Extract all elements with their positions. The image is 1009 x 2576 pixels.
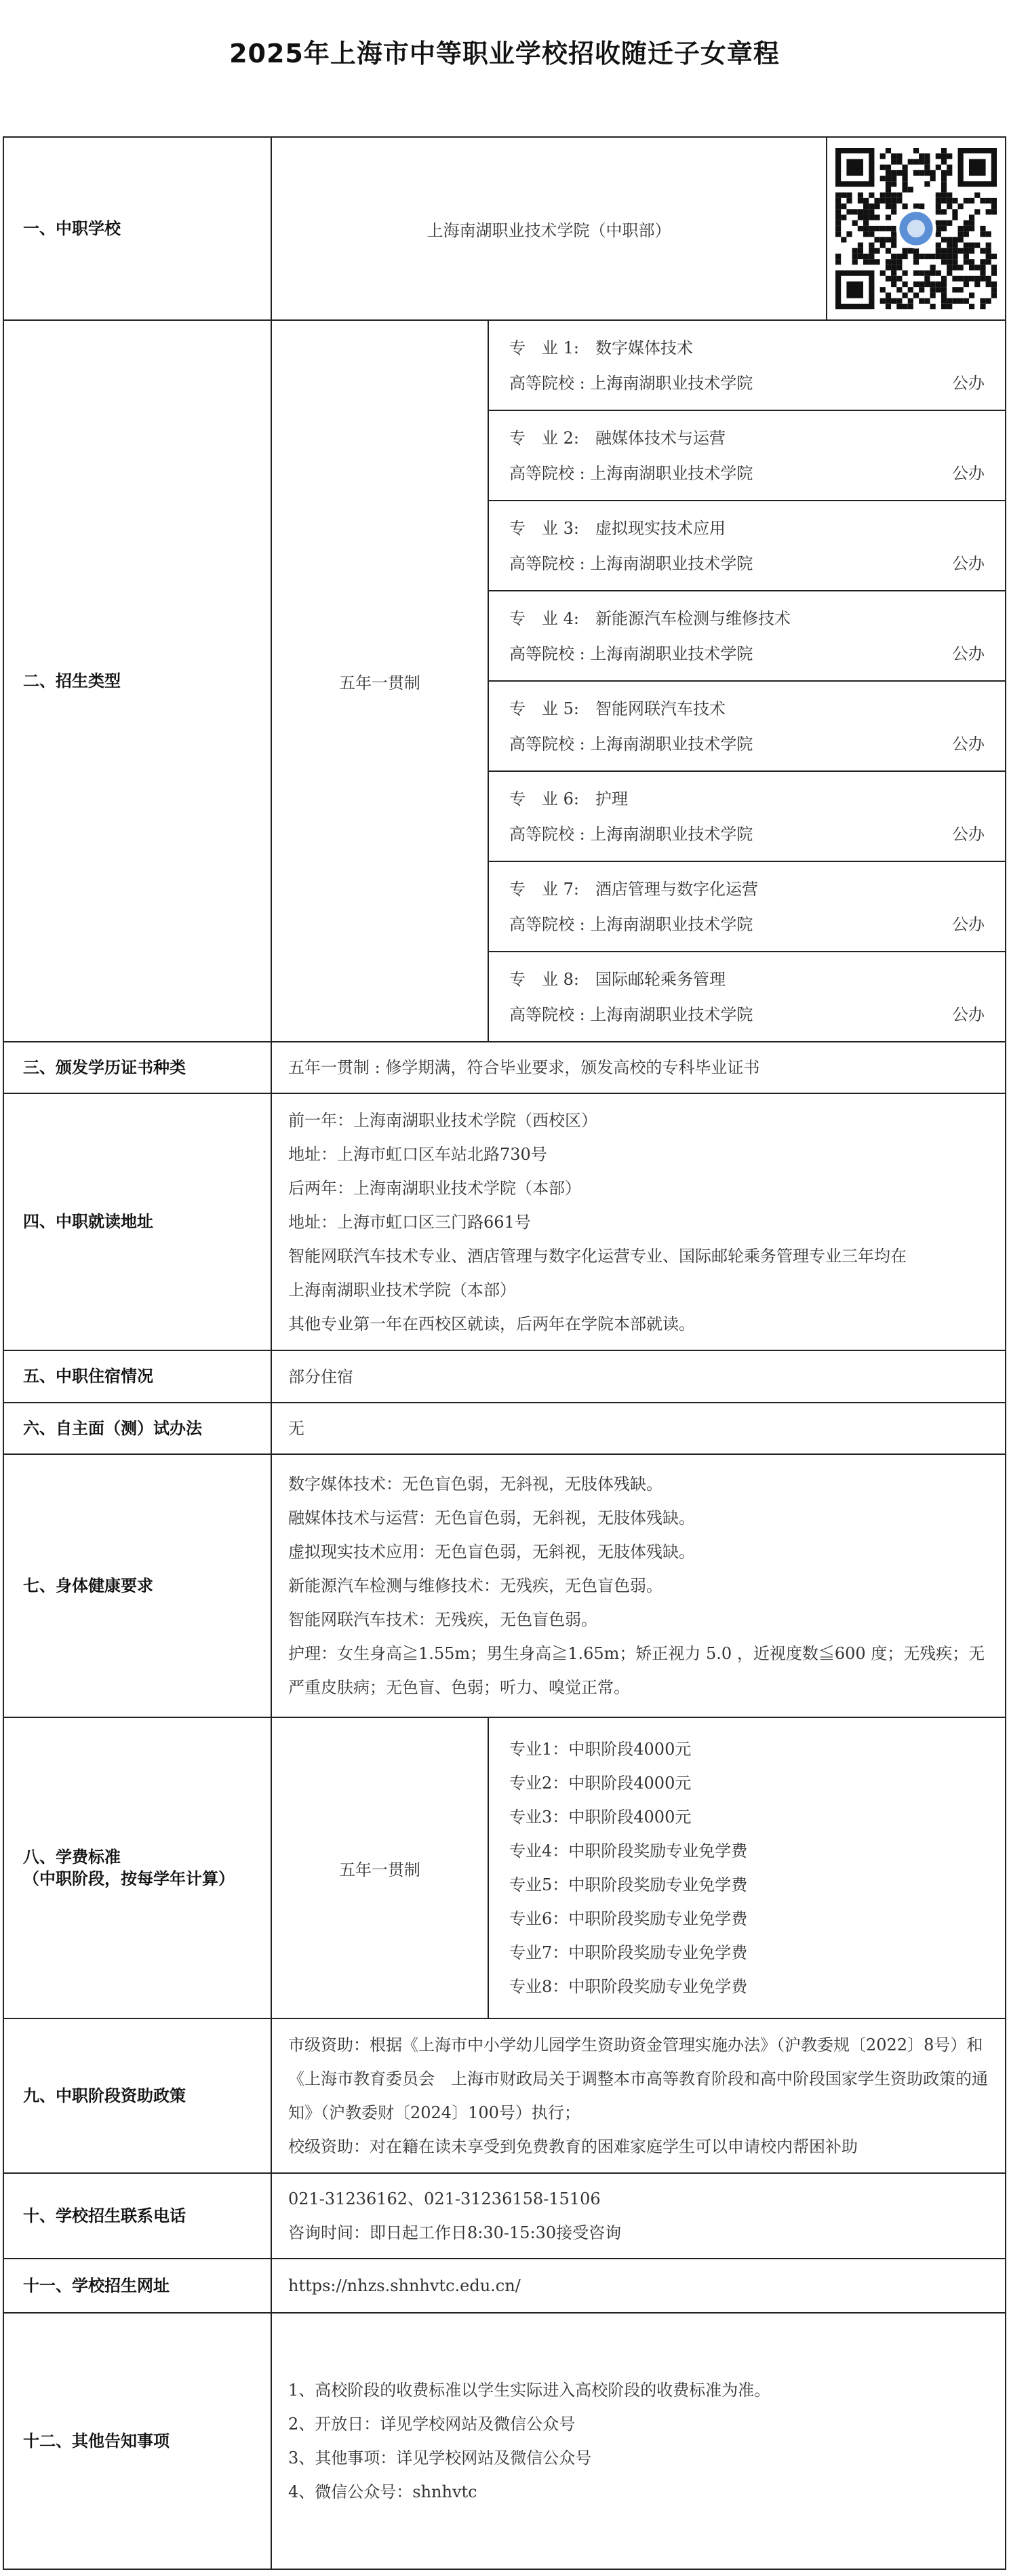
fee-item: 专业7：中职阶段奖励专业免学费 [509,1943,748,1962]
aid-school: 校级资助：对在籍在读未享受到免费教育的困难家庭学生可以申请校内帮困补助 [288,2137,858,2156]
major-college: 高等院校 : 上海南湖职业技术学院 [509,824,753,844]
fee-item: 专业4：中职阶段奖励专业免学费 [509,1841,748,1860]
other-line: 1、高校阶段的收费标准以学生实际进入高校阶段的收费标准为准。 [288,2381,771,2400]
row-aid [3,2018,1006,2173]
other-line: 2、开放日：详见学校网站及微信公众号 [288,2415,576,2434]
qr-code-icon[interactable] [826,138,1005,319]
row-other [3,2313,1006,2569]
health-line: 融媒体技术与运营：无色盲色弱，无斜视，无肢体残缺。 [288,1508,695,1527]
major-name: 专 业 4: 新能源汽车检测与维修技术 [509,608,791,628]
fee-kind: 五年一贯制 [271,1717,488,2018]
major-nature: 公办 [952,1004,985,1024]
major-name: 专 业 1: 数字媒体技术 [509,338,693,357]
fee-label-line1: 八、学费标准 [23,1847,121,1867]
major-college: 高等院校 : 上海南湖职业技术学院 [509,734,753,754]
dorm-value: 部分住宿 [271,1350,1006,1403]
majors-cell [488,320,1006,1042]
major-nature: 公办 [952,914,985,934]
phone-numbers: 021-31236162、021-31236158-15106 [288,2189,601,2208]
row-phone [3,2173,1006,2259]
website-link[interactable]: https://nhzs.shnhvtc.edu.cn/ [271,2259,1006,2313]
health-nursing: 护理：女生身高≧1.55m；男生身高≧1.65m；矫正视力 5.0 ，近视度数≦600 度；无残疾；无严重皮肤病；无色盲、色弱；听力、嗅觉正常。 [288,1644,985,1697]
row-label: 十二、其他告知事项 [3,2313,271,2569]
row-label [3,1717,271,2018]
page-title: 2025年上海市中等职业学校招收随迁子女章程 [229,39,780,69]
address-line: 地址：上海市虹口区三门路661号 [288,1212,531,1232]
major-name: 专 业 2: 融媒体技术与运营 [509,428,726,448]
address-line: 后两年：上海南湖职业技术学院（本部） [288,1178,581,1198]
aid-city: 市级资助：根据《上海市中小学幼儿园学生资助资金管理实施办法》（沪教委规〔2022〕8号）和《上海市教育委员会 上海市财政局关于调整本市高等教育阶段和高中阶段国家学生资助政策的通知》（沪教委财〔2024〕100号）执行； [288,2035,988,2122]
cert-value: 五年一贯制 : 修学期满，符合毕业要求，颁发高校的专科毕业证书 [271,1042,1006,1093]
row-fee [3,1717,1006,2018]
major-name: 专 业 6: 护理 [509,789,628,808]
major-nature: 公办 [952,463,985,483]
other-line: 4、微信公众号：shnhvtc [288,2482,477,2501]
health-line: 智能网联汽车技术：无残疾，无色盲色弱。 [288,1610,597,1629]
fee-item: 专业5：中职阶段奖励专业免学费 [509,1875,748,1894]
major-name: 专 业 3: 虚拟现实技术应用 [509,518,726,538]
other-cell [271,2313,1006,2569]
fee-item: 专业2：中职阶段4000元 [509,1774,692,1793]
address-line: 地址：上海市虹口区车站北路730号 [288,1144,547,1164]
health-line: 新能源汽车检测与维修技术：无残疾，无色盲色弱。 [288,1576,662,1595]
type-kind: 五年一贯制 [271,320,488,1042]
health-cell [271,1454,1006,1717]
row-health [3,1454,1006,1717]
school-name: 上海南湖职业技术学院（中职部） [427,220,671,240]
row-label: 三、颁发学历证书种类 [3,1042,271,1093]
fee-item: 专业1：中职阶段4000元 [509,1740,692,1759]
major-college: 高等院校 : 上海南湖职业技术学院 [509,1004,753,1024]
fee-label-line2: （中职阶段，按每学年计算） [23,1869,235,1888]
address-cell [271,1093,1006,1350]
fee-cell [488,1717,1006,2018]
fee-item: 专业8：中职阶段奖励专业免学费 [509,1977,748,1996]
row-website [3,2259,1006,2313]
major-college: 高等院校 : 上海南湖职业技术学院 [509,644,753,663]
health-line: 数字媒体技术：无色盲色弱，无斜视，无肢体残缺。 [288,1475,662,1494]
row-label: 十、学校招生联系电话 [3,2173,271,2259]
major-college: 高等院校 : 上海南湖职业技术学院 [509,373,753,393]
major-name: 专 业 5: 智能网联汽车技术 [509,699,726,718]
address-line: 上海南湖职业技术学院（本部） [288,1280,516,1300]
row-label: 一、中职学校 [3,137,271,320]
major-nature: 公办 [952,824,985,844]
aid-cell [271,2018,1006,2173]
major-name: 专 业 7: 酒店管理与数字化运营 [509,879,758,899]
row-selftest [3,1403,1006,1454]
school-cell [271,137,1006,320]
health-line: 虚拟现实技术应用：无色盲色弱，无斜视，无肢体残缺。 [288,1542,695,1561]
row-label: 六、自主面（测）试办法 [3,1403,271,1454]
majors-list [489,321,1005,1041]
qr-code-graphic [835,148,997,309]
row-label: 五、中职住宿情况 [3,1350,271,1403]
major-nature: 公办 [952,734,985,754]
major-nature: 公办 [952,553,985,573]
row-cert [3,1042,1006,1093]
major-college: 高等院校 : 上海南湖职业技术学院 [509,553,753,573]
row-type [3,320,1006,1042]
row-label: 七、身体健康要求 [3,1454,271,1717]
row-school [3,137,1006,320]
major-college: 高等院校 : 上海南湖职业技术学院 [509,463,753,483]
row-address [3,1093,1006,1350]
selftest-value: 无 [271,1403,1006,1454]
fee-item: 专业6：中职阶段奖励专业免学费 [509,1909,748,1928]
major-nature: 公办 [952,644,985,663]
phone-hours: 咨询时间：即日起工作日8:30-15:30接受咨询 [288,2223,622,2242]
phone-cell [271,2173,1006,2259]
row-label: 十一、学校招生网址 [3,2259,271,2313]
row-dorm [3,1350,1006,1403]
row-label: 二、招生类型 [3,320,271,1042]
admission-table [3,136,1006,2570]
major-name: 专 业 8: 国际邮轮乘务管理 [509,969,726,989]
address-line: 其他专业第一年在西校区就读，后两年在学院本部就读。 [288,1314,695,1333]
major-college: 高等院校 : 上海南湖职业技术学院 [509,914,753,934]
other-line: 3、其他事项：详见学校网站及微信公众号 [288,2448,592,2467]
major-nature: 公办 [952,373,985,393]
fee-item: 专业3：中职阶段4000元 [509,1808,692,1827]
address-line: 智能网联汽车技术专业、酒店管理与数字化运营专业、国际邮轮乘务管理专业三年均在 [288,1246,907,1266]
address-line: 前一年：上海南湖职业技术学院（西校区） [288,1110,597,1130]
row-label: 四、中职就读地址 [3,1093,271,1350]
row-label: 九、中职阶段资助政策 [3,2018,271,2173]
